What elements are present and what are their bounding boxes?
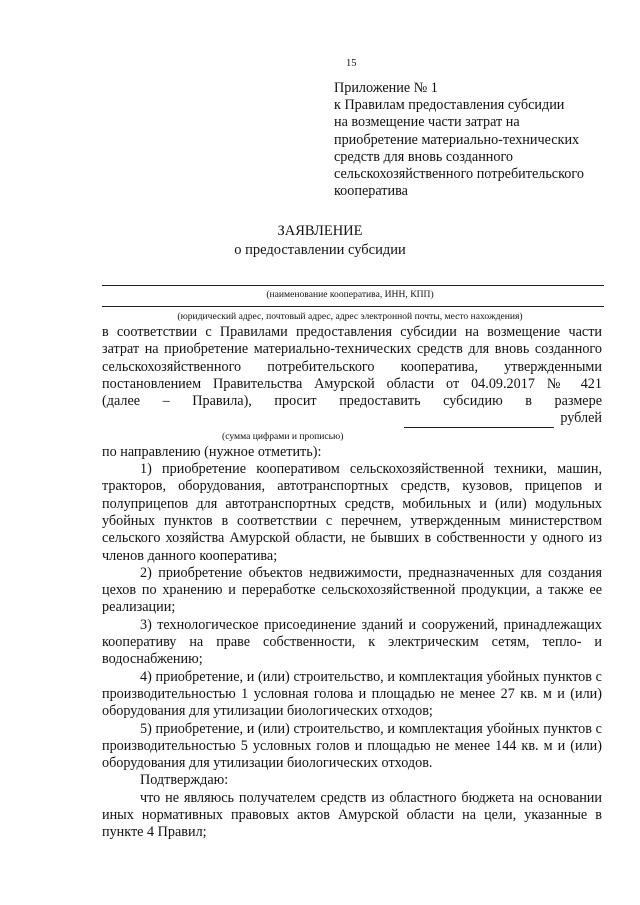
- appendix-line: к Правилам предоставления субсидии: [334, 97, 565, 114]
- direction-item: 2) приобретение объектов недвижимости, предназначенных для создания цехов по хранению и переработке сельскохозяйственной продукции, а также ее реализации;: [102, 564, 602, 616]
- page-number: 15: [346, 58, 357, 69]
- direction-text: по направлению (нужное отметить):: [102, 443, 322, 460]
- address-caption: (юридический адрес, почтовый адрес, адрес электронной почты, место нахождения): [177, 311, 523, 322]
- application-body: [102, 324, 602, 842]
- appendix-line: на возмещение части затрат на: [334, 114, 520, 131]
- appendix-line: кооператива: [334, 183, 408, 200]
- appendix-line: приобретение материально-технических: [334, 131, 580, 148]
- amount-field-line: [404, 414, 554, 428]
- appendix-line: Приложение № 1: [334, 80, 438, 96]
- direction-item: 4) приобретение, и (или) строительство, и комплектация убойных пунктов с производительностью 1 условная голова и площадью не менее 27 кв. м и (или) оборудования для утилизации биологических отходов;: [102, 668, 602, 720]
- rubles-label: рублей: [560, 410, 602, 427]
- appendix-line: средств для вновь созданного: [334, 148, 514, 165]
- intro-line: в соответствии с Правилами предоставления субсидии на возмещение части: [102, 324, 602, 340]
- appendix-block: [334, 80, 624, 200]
- address-field-line: [102, 306, 604, 307]
- direction-item: 3) технологическое присоединение зданий и сооружений, принадлежащих кооперативу на праве собственности, к электрическим сетям, тепло- и водоснабжению;: [102, 616, 602, 668]
- intro-line: постановлением Правительства Амурской области от 04.09.2017 № 421: [102, 375, 602, 392]
- confirm-heading: Подтверждаю:: [140, 772, 229, 789]
- intro-line: затрат на приобретение материально-технических средств для вновь созданного: [102, 341, 602, 358]
- direction-item: 5) приобретение, и (или) строительство, и комплектация убойных пунктов с производительностью 5 условных голов и площадью не менее 144 кв. м и (или) оборудования для утилизации биологических отходов.: [102, 720, 602, 772]
- document-subtitle: о предоставлении субсидии: [234, 242, 406, 258]
- cooperative-name-field-line: [102, 285, 604, 286]
- appendix-line: сельскохозяйственного потребительского: [334, 166, 584, 183]
- document-title: ЗАЯВЛЕНИЕ: [277, 223, 363, 239]
- amount-line: [102, 410, 602, 427]
- direction-item: 1) приобретение кооперативом сельскохозяйственной техники, машин, тракторов, оборудования, автотранспортных средств, кузовов, прицепов и полуприцепов для автотранспортных средств, мобильных и (или) модульных убойных пунктов в соответствии с перечнем, утвержденным министерством сельского хозяйства Амурской области, не бывших в собственности у одного из членов данного кооператива;: [102, 461, 602, 564]
- confirm-text: что не являюсь получателем средств из областного бюджета на основании иных нормативных правовых актов Амурской области на цели, указанные в пункте 4 Правил;: [102, 789, 602, 841]
- cooperative-name-caption: (наименование кооператива, ИНН, КПП): [266, 289, 434, 300]
- intro-line: сельскохозяйственного потребительского кооператива, утвержденными: [102, 358, 602, 375]
- intro-line: (далее – Правила), просит предоставить субсидию в размере: [102, 393, 602, 410]
- sum-caption: (сумма цифрами и прописью): [222, 430, 344, 442]
